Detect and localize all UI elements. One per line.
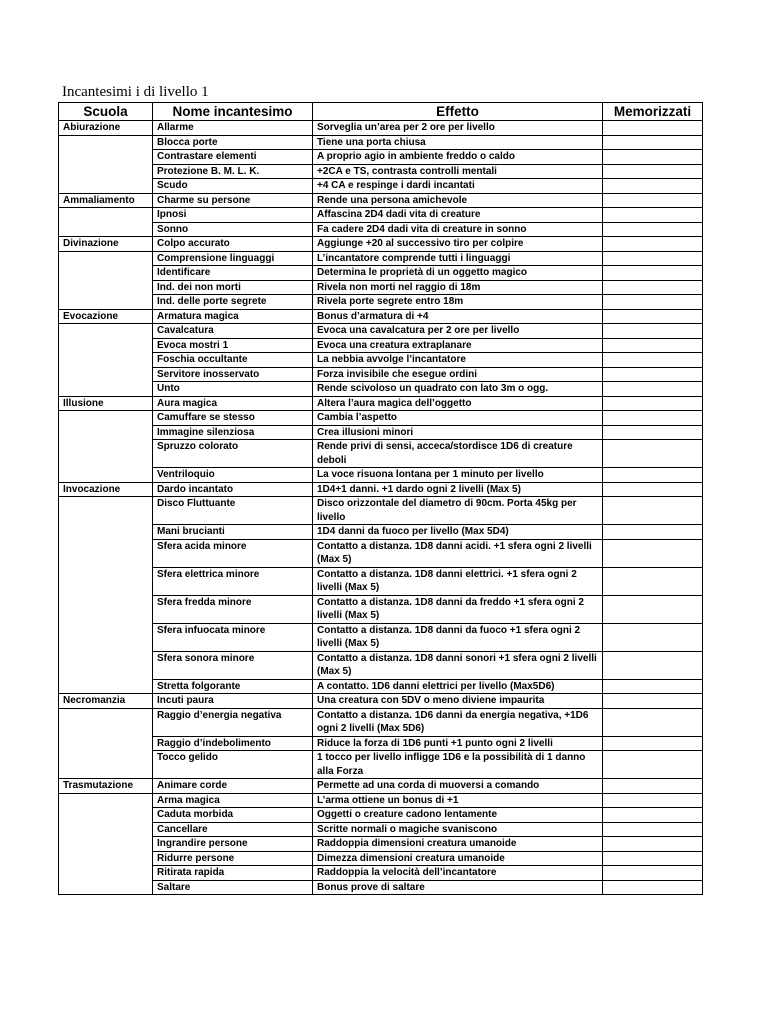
header-memorized: Memorizzati [603,103,703,121]
school-cell [59,679,153,694]
memorized-cell [603,751,703,779]
table-row [59,150,703,165]
memorized-cell [603,736,703,751]
school-cell: Necromanzia [59,694,153,709]
effect-cell: L’arma ottiene un bonus di +1 [313,793,603,808]
table-row [59,525,703,540]
spell-name-cell: Ritirata rapida [153,866,313,881]
spell-name-cell: Sfera sonora minore [153,651,313,679]
table-row [59,208,703,223]
spell-name-cell: Protezione B. M. L. K. [153,164,313,179]
memorized-cell [603,309,703,324]
table-row [59,367,703,382]
memorized-cell [603,822,703,837]
spell-name-cell: Aura magica [153,396,313,411]
effect-cell: Crea illusioni minori [313,425,603,440]
school-cell [59,497,153,525]
effect-cell: L’incantatore comprende tutti i linguaggi [313,251,603,266]
spell-name-cell: Allarme [153,121,313,136]
effect-cell: 1 tocco per livello infligge 1D6 e la possibilità di 1 danno alla Forza [313,751,603,779]
school-cell: Divinazione [59,237,153,252]
memorized-cell [603,468,703,483]
spell-name-cell: Dardo incantato [153,482,313,497]
spell-name-cell: Cavalcatura [153,324,313,339]
effect-cell: Forza invisibile che esegue ordini [313,367,603,382]
memorized-cell [603,295,703,310]
table-row [59,751,703,779]
table-row [59,679,703,694]
school-cell [59,266,153,281]
memorized-cell [603,793,703,808]
spell-name-cell: Scudo [153,179,313,194]
memorized-cell [603,396,703,411]
effect-cell: Contatto a distanza. 1D8 danni elettrici. +1 sfera ogni 2 livelli (Max 5) [313,567,603,595]
effect-cell: A contatto. 1D6 danni elettrici per livello (Max5D6) [313,679,603,694]
spell-name-cell: Raggio d’energia negativa [153,708,313,736]
header-effect: Effetto [313,103,603,121]
school-cell [59,324,153,339]
school-cell [59,822,153,837]
memorized-cell [603,367,703,382]
effect-cell: Contatto a distanza. 1D8 danni da fuoco +1 sfera ogni 2 livelli (Max 5) [313,623,603,651]
spell-name-cell: Servitore inosservato [153,367,313,382]
memorized-cell [603,694,703,709]
table-row [59,440,703,468]
effect-cell: Affascina 2D4 dadi vita di creature [313,208,603,223]
table-row [59,708,703,736]
memorized-cell [603,353,703,368]
memorized-cell [603,208,703,223]
memorized-cell [603,779,703,794]
school-cell [59,222,153,237]
school-cell [59,208,153,223]
school-cell [59,808,153,823]
spell-name-cell: Spruzzo colorato [153,440,313,468]
effect-cell: Rivela porte segrete entro 18m [313,295,603,310]
school-cell [59,440,153,468]
effect-cell: Rivela non morti nel raggio di 18m [313,280,603,295]
school-cell: Evocazione [59,309,153,324]
effect-cell: Rende privi di sensi, acceca/stordisce 1D6 di creature deboli [313,440,603,468]
effect-cell: Rende scivoloso un quadrato con lato 3m o ogg. [313,382,603,397]
memorized-cell [603,497,703,525]
spell-name-cell: Comprensione linguaggi [153,251,313,266]
memorized-cell [603,623,703,651]
memorized-cell [603,382,703,397]
table-row [59,411,703,426]
table-row [59,651,703,679]
spell-name-cell: Identificare [153,266,313,281]
spell-name-cell: Evoca mostri 1 [153,338,313,353]
school-cell [59,866,153,881]
school-cell [59,468,153,483]
school-cell: Trasmutazione [59,779,153,794]
header-spell-name: Nome incantesimo [153,103,313,121]
spells-table-body [59,121,703,895]
table-row [59,164,703,179]
effect-cell: Evoca una cavalcatura per 2 ore per livello [313,324,603,339]
spell-name-cell: Ind. delle porte segrete [153,295,313,310]
memorized-cell [603,324,703,339]
table-row [59,324,703,339]
table-row [59,251,703,266]
table-row [59,779,703,794]
school-cell [59,411,153,426]
school-cell [59,135,153,150]
table-row [59,295,703,310]
spell-name-cell: Sfera acida minore [153,539,313,567]
school-cell [59,539,153,567]
memorized-cell [603,193,703,208]
memorized-cell [603,482,703,497]
memorized-cell [603,440,703,468]
spell-name-cell: Arma magica [153,793,313,808]
effect-cell: Tiene una porta chiusa [313,135,603,150]
spell-name-cell: Charme su persone [153,193,313,208]
table-row [59,851,703,866]
memorized-cell [603,539,703,567]
school-cell [59,736,153,751]
effect-cell: Contatto a distanza. 1D8 danni da freddo +1 sfera ogni 2 livelli (Max 5) [313,595,603,623]
effect-cell: Altera l’aura magica dell’oggetto [313,396,603,411]
school-cell [59,751,153,779]
memorized-cell [603,164,703,179]
effect-cell: Rende una persona amichevole [313,193,603,208]
effect-cell: Raddoppia dimensioni creatura umanoide [313,837,603,852]
spell-name-cell: Ipnosi [153,208,313,223]
memorized-cell [603,880,703,895]
school-cell [59,837,153,852]
memorized-cell [603,179,703,194]
effect-cell: Permette ad una corda di muoversi a comando [313,779,603,794]
spell-name-cell: Ventriloquio [153,468,313,483]
spell-name-cell: Sfera fredda minore [153,595,313,623]
effect-cell: Sorveglia un’area per 2 ore per livello [313,121,603,136]
school-cell: Illusione [59,396,153,411]
table-row [59,808,703,823]
effect-cell: Aggiunge +20 al successivo tiro per colpire [313,237,603,252]
effect-cell: Cambia l’aspetto [313,411,603,426]
school-cell: Ammaliamento [59,193,153,208]
spell-name-cell: Stretta folgorante [153,679,313,694]
effect-cell: Contatto a distanza. 1D8 danni acidi. +1 sfera ogni 2 livelli (Max 5) [313,539,603,567]
memorized-cell [603,851,703,866]
memorized-cell [603,679,703,694]
school-cell [59,651,153,679]
school-cell [59,150,153,165]
effect-cell: Determina le proprietà di un oggetto magico [313,266,603,281]
spell-name-cell: Cancellare [153,822,313,837]
memorized-cell [603,411,703,426]
header-school: Scuola [59,103,153,121]
page-title: Incantesimi i di livello 1 [62,84,209,100]
memorized-cell [603,338,703,353]
memorized-cell [603,866,703,881]
table-row [59,121,703,136]
table-row [59,595,703,623]
school-cell [59,595,153,623]
memorized-cell [603,251,703,266]
spell-name-cell: Colpo accurato [153,237,313,252]
table-row [59,822,703,837]
table-row [59,468,703,483]
memorized-cell [603,222,703,237]
table-row [59,280,703,295]
school-cell [59,338,153,353]
table-row [59,266,703,281]
effect-cell: 1D4 danni da fuoco per livello (Max 5D4) [313,525,603,540]
table-row [59,382,703,397]
memorized-cell [603,708,703,736]
effect-cell: La nebbia avvolge l’incantatore [313,353,603,368]
school-cell [59,708,153,736]
memorized-cell [603,150,703,165]
effect-cell: Evoca una creatura extraplanare [313,338,603,353]
memorized-cell [603,837,703,852]
spell-name-cell: Mani brucianti [153,525,313,540]
school-cell [59,793,153,808]
school-cell [59,567,153,595]
table-row [59,193,703,208]
memorized-cell [603,237,703,252]
school-cell [59,525,153,540]
table-row [59,222,703,237]
school-cell [59,880,153,895]
effect-cell: Scritte normali o magiche svaniscono [313,822,603,837]
memorized-cell [603,135,703,150]
effect-cell: Bonus d’armatura di +4 [313,309,603,324]
spell-name-cell: Ridurre persone [153,851,313,866]
spell-name-cell: Immagine silenziosa [153,425,313,440]
school-cell: Invocazione [59,482,153,497]
table-row [59,793,703,808]
school-cell [59,425,153,440]
school-cell: Abiurazione [59,121,153,136]
effect-cell: Contatto a distanza. 1D8 danni sonori +1 sfera ogni 2 livelli (Max 5) [313,651,603,679]
memorized-cell [603,567,703,595]
spell-name-cell: Disco Fluttuante [153,497,313,525]
spell-name-cell: Tocco gelido [153,751,313,779]
effect-cell: 1D4+1 danni. +1 dardo ogni 2 livelli (Max 5) [313,482,603,497]
table-row [59,539,703,567]
spell-name-cell: Caduta morbida [153,808,313,823]
effect-cell: Bonus prove di saltare [313,880,603,895]
effect-cell: Oggetti o creature cadono lentamente [313,808,603,823]
school-cell [59,179,153,194]
spell-name-cell: Camuffare se stesso [153,411,313,426]
table-row [59,353,703,368]
school-cell [59,353,153,368]
spell-name-cell: Ind. dei non morti [153,280,313,295]
table-row [59,338,703,353]
table-row [59,309,703,324]
effect-cell: Dimezza dimensioni creatura umanoide [313,851,603,866]
table-row [59,497,703,525]
table-row [59,179,703,194]
effect-cell: Una creatura con 5DV o meno diviene impaurita [313,694,603,709]
table-row [59,135,703,150]
effect-cell: Fa cadere 2D4 dadi vita di creature in sonno [313,222,603,237]
effect-cell: Disco orizzontale del diametro di 90cm. Porta 45kg per livello [313,497,603,525]
header-row [59,103,703,121]
effect-cell: A proprio agio in ambiente freddo o caldo [313,150,603,165]
school-cell [59,367,153,382]
spell-name-cell: Raggio d’indebolimento [153,736,313,751]
spell-name-cell: Animare corde [153,779,313,794]
memorized-cell [603,121,703,136]
memorized-cell [603,595,703,623]
spell-name-cell: Saltare [153,880,313,895]
school-cell [59,382,153,397]
memorized-cell [603,525,703,540]
spell-name-cell: Incuti paura [153,694,313,709]
school-cell [59,623,153,651]
spell-name-cell: Sfera elettrica minore [153,567,313,595]
spell-name-cell: Contrastare elementi [153,150,313,165]
memorized-cell [603,651,703,679]
table-row [59,237,703,252]
table-row [59,425,703,440]
school-cell [59,295,153,310]
memorized-cell [603,266,703,281]
school-cell [59,251,153,266]
spell-name-cell: Ingrandire persone [153,837,313,852]
effect-cell: +2CA e TS, contrasta controlli mentali [313,164,603,179]
table-row [59,866,703,881]
school-cell [59,851,153,866]
spell-name-cell: Sonno [153,222,313,237]
spell-name-cell: Foschia occultante [153,353,313,368]
table-row [59,694,703,709]
spell-name-cell: Sfera infuocata minore [153,623,313,651]
spells-table [58,102,703,895]
spell-name-cell: Armatura magica [153,309,313,324]
effect-cell: Raddoppia la velocità dell’incantatore [313,866,603,881]
effect-cell: La voce risuona lontana per 1 minuto per livello [313,468,603,483]
table-row [59,736,703,751]
table-row [59,482,703,497]
table-row [59,623,703,651]
table-row [59,837,703,852]
school-cell [59,164,153,179]
memorized-cell [603,808,703,823]
effect-cell: Riduce la forza di 1D6 punti +1 punto ogni 2 livelli [313,736,603,751]
table-row [59,396,703,411]
spell-name-cell: Unto [153,382,313,397]
spell-name-cell: Blocca porte [153,135,313,150]
effect-cell: Contatto a distanza. 1D6 danni da energia negativa, +1D6 ogni 2 livelli (Max 5D6) [313,708,603,736]
memorized-cell [603,425,703,440]
school-cell [59,280,153,295]
table-row [59,880,703,895]
effect-cell: +4 CA e respinge i dardi incantati [313,179,603,194]
memorized-cell [603,280,703,295]
table-row [59,567,703,595]
